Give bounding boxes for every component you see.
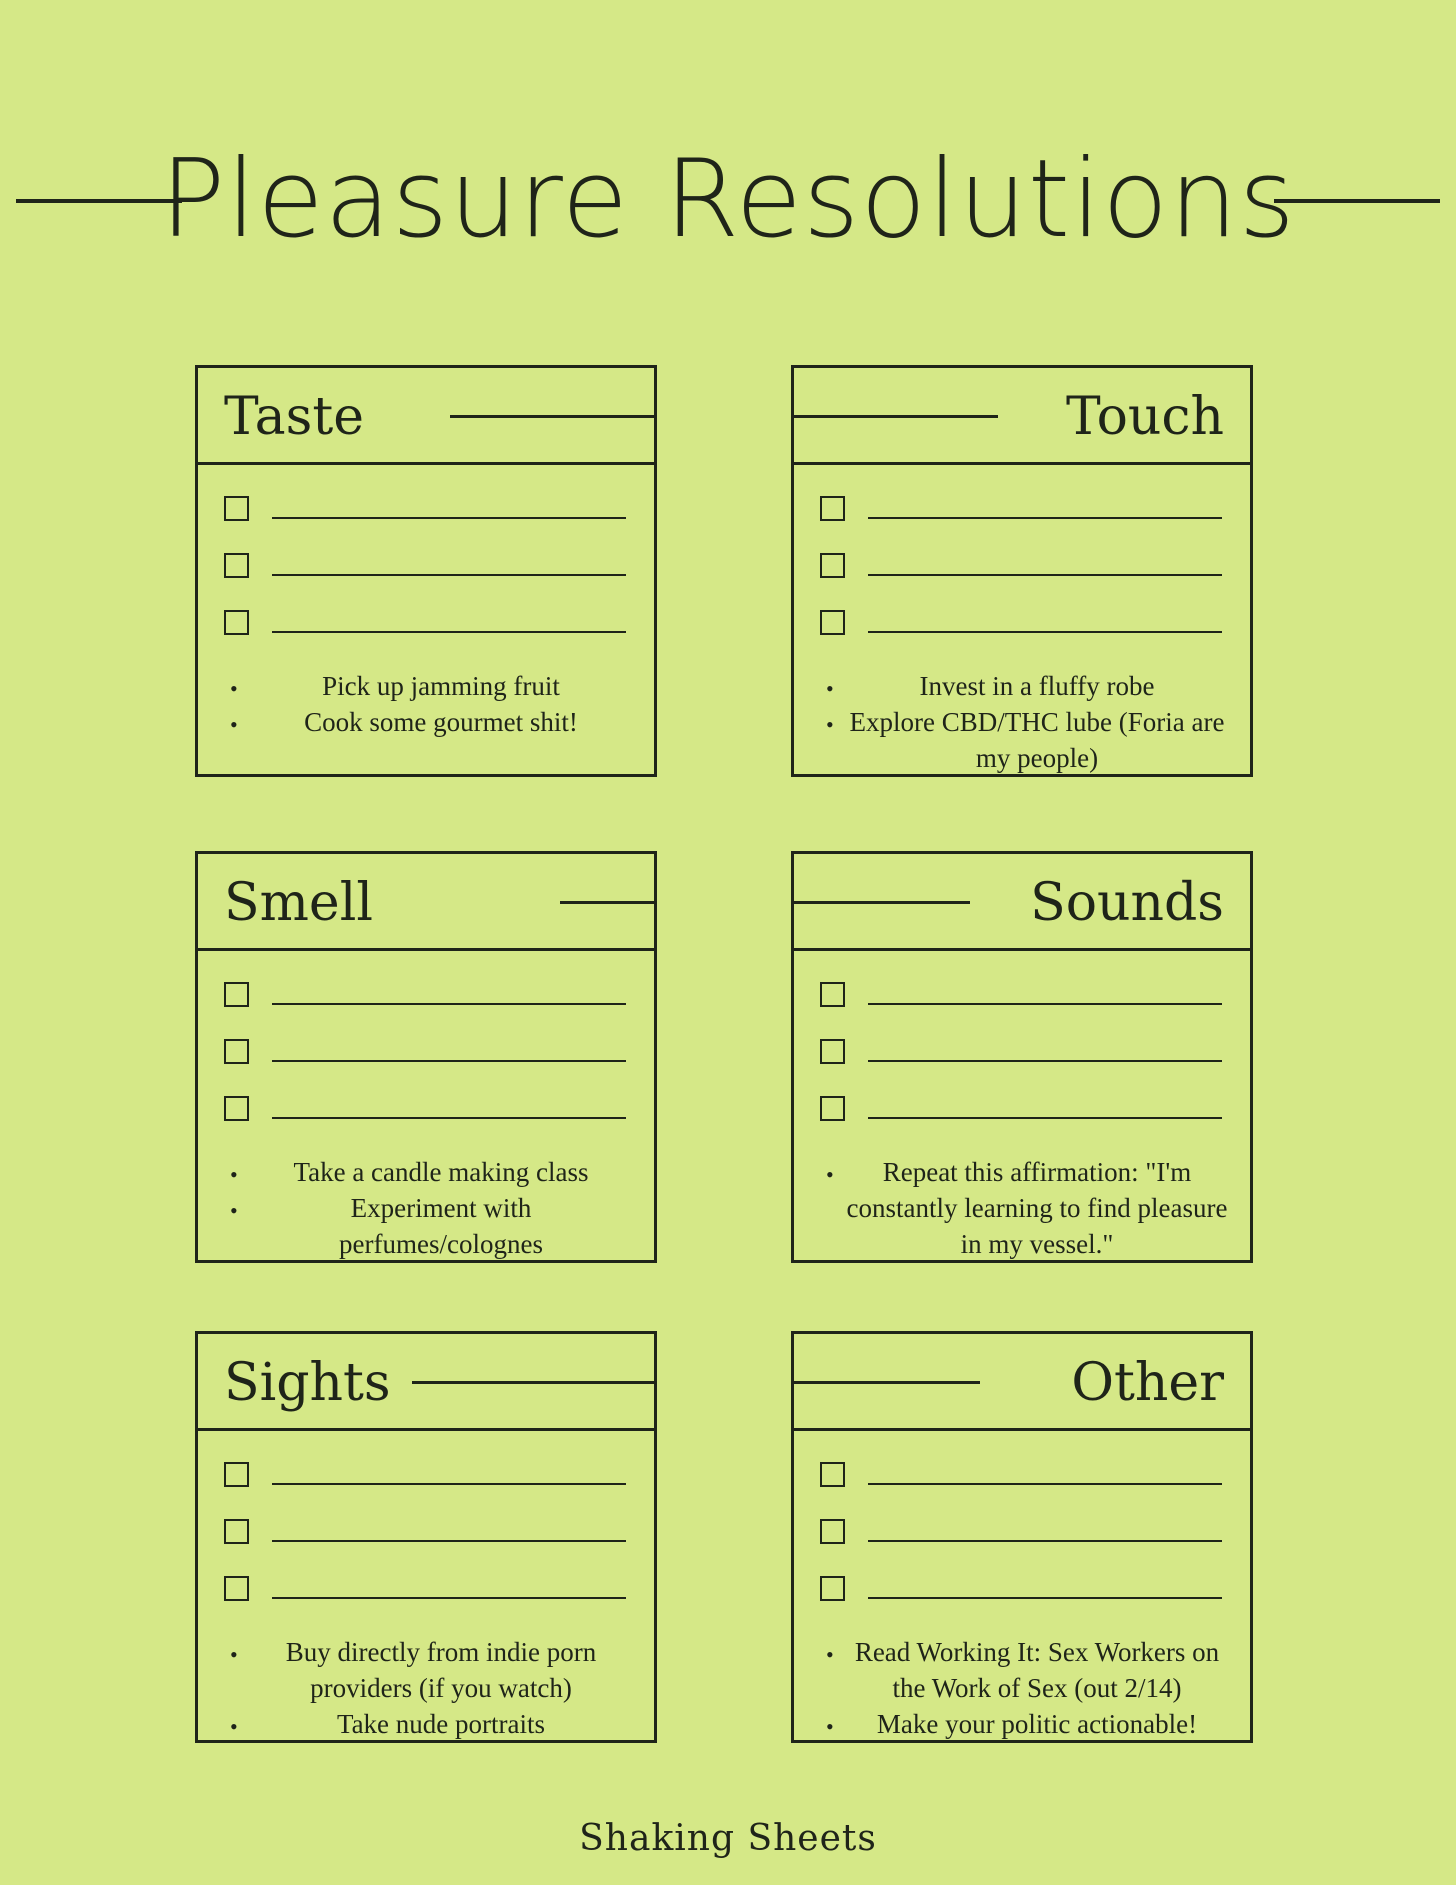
write-in-line[interactable] [272, 574, 626, 576]
checkbox[interactable] [224, 1519, 249, 1544]
check-row [820, 1576, 1224, 1633]
card-header [198, 854, 654, 951]
write-in-line[interactable] [272, 631, 626, 633]
checklist [820, 1462, 1224, 1633]
card-title: Taste [224, 387, 365, 447]
card-smell [195, 851, 657, 1263]
card-header [198, 368, 654, 465]
checkbox[interactable] [820, 1519, 845, 1544]
write-in-line[interactable] [272, 1597, 626, 1599]
check-row [820, 553, 1224, 610]
bullet-item: • Make your politic actionable! [820, 1706, 1230, 1742]
card-taste [195, 365, 657, 777]
check-row [820, 1096, 1224, 1153]
checklist [820, 496, 1224, 667]
write-in-line[interactable] [868, 517, 1222, 519]
bullet-list [820, 1154, 1230, 1262]
card-title: Touch [1065, 387, 1224, 447]
checkbox[interactable] [820, 1576, 845, 1601]
header-rule [794, 901, 970, 904]
checkbox[interactable] [820, 1039, 845, 1064]
check-row [820, 982, 1224, 1039]
bullet-list [224, 1154, 634, 1262]
bullet-list [820, 1634, 1230, 1742]
check-row [820, 610, 1224, 667]
check-row [820, 1519, 1224, 1576]
write-in-line[interactable] [868, 1003, 1222, 1005]
card-header [198, 1334, 654, 1431]
bullet-item: • Buy directly from indie porn providers (if you watch) [224, 1634, 634, 1706]
checkbox[interactable] [820, 496, 845, 521]
card-sounds [791, 851, 1253, 1263]
card-title: Other [1071, 1353, 1224, 1413]
write-in-line[interactable] [868, 631, 1222, 633]
card-title: Sights [224, 1353, 391, 1413]
bullet-item: • Pick up jamming fruit [224, 668, 634, 704]
write-in-line[interactable] [272, 1117, 626, 1119]
write-in-line[interactable] [272, 1060, 626, 1062]
checkbox[interactable] [224, 610, 249, 635]
header-rule [450, 415, 654, 418]
header-rule [794, 415, 998, 418]
check-row [224, 553, 628, 610]
card-touch [791, 365, 1253, 777]
card-sights [195, 1331, 657, 1743]
card-header [794, 368, 1250, 465]
checklist [224, 1462, 628, 1633]
bullet-item: • Cook some gourmet shit! [224, 704, 634, 740]
write-in-line[interactable] [868, 1540, 1222, 1542]
checkbox[interactable] [820, 982, 845, 1007]
checkbox[interactable] [820, 1462, 845, 1487]
check-row [224, 982, 628, 1039]
check-row [224, 1519, 628, 1576]
bullet-list [224, 1634, 634, 1742]
check-row [224, 610, 628, 667]
card-other [791, 1331, 1253, 1743]
bullet-list [224, 668, 634, 740]
card-header [794, 1334, 1250, 1431]
write-in-line[interactable] [272, 1003, 626, 1005]
check-row [820, 1462, 1224, 1519]
check-row [820, 1039, 1224, 1096]
bullet-item: • Invest in a fluffy robe [820, 668, 1230, 704]
write-in-line[interactable] [868, 574, 1222, 576]
bullet-list [820, 668, 1230, 776]
write-in-line[interactable] [272, 1483, 626, 1485]
bullet-item: • Experiment with perfumes/colognes [224, 1190, 634, 1262]
checklist [224, 496, 628, 667]
write-in-line[interactable] [868, 1117, 1222, 1119]
check-row [224, 496, 628, 553]
checklist [820, 982, 1224, 1153]
checkbox[interactable] [224, 1462, 249, 1487]
check-row [224, 1096, 628, 1153]
bullet-item: • Repeat this affirmation: "I'm constantly learning to find pleasure in my vessel." [820, 1154, 1230, 1262]
checkbox[interactable] [820, 1096, 845, 1121]
header-rule [560, 901, 654, 904]
check-row [224, 1576, 628, 1633]
checkbox[interactable] [224, 1096, 249, 1121]
page-title: Pleasure Resolutions [160, 137, 1296, 262]
bullet-item: • Take a candle making class [224, 1154, 634, 1190]
checklist [224, 982, 628, 1153]
check-row [224, 1462, 628, 1519]
bullet-item: • Read Working It: Sex Workers on the Work of Sex (out 2/14) [820, 1634, 1230, 1706]
checkbox[interactable] [224, 553, 249, 578]
card-title: Smell [224, 873, 373, 933]
bullet-item: • Take nude portraits [224, 1706, 634, 1742]
checkbox[interactable] [224, 982, 249, 1007]
write-in-line[interactable] [272, 1540, 626, 1542]
write-in-line[interactable] [868, 1060, 1222, 1062]
write-in-line[interactable] [868, 1597, 1222, 1599]
bullet-item: • Explore CBD/THC lube (Foria are my people) [820, 704, 1230, 776]
check-row [224, 1039, 628, 1096]
checkbox[interactable] [224, 1039, 249, 1064]
checkbox[interactable] [224, 496, 249, 521]
write-in-line[interactable] [272, 517, 626, 519]
card-title: Sounds [1030, 873, 1224, 933]
checkbox[interactable] [820, 553, 845, 578]
check-row [820, 496, 1224, 553]
card-header [794, 854, 1250, 951]
checkbox[interactable] [820, 610, 845, 635]
header-rule [412, 1381, 654, 1384]
checkbox[interactable] [224, 1576, 249, 1601]
write-in-line[interactable] [868, 1483, 1222, 1485]
footer-brand: Shaking Sheets [579, 1818, 877, 1859]
header-rule [794, 1381, 980, 1384]
